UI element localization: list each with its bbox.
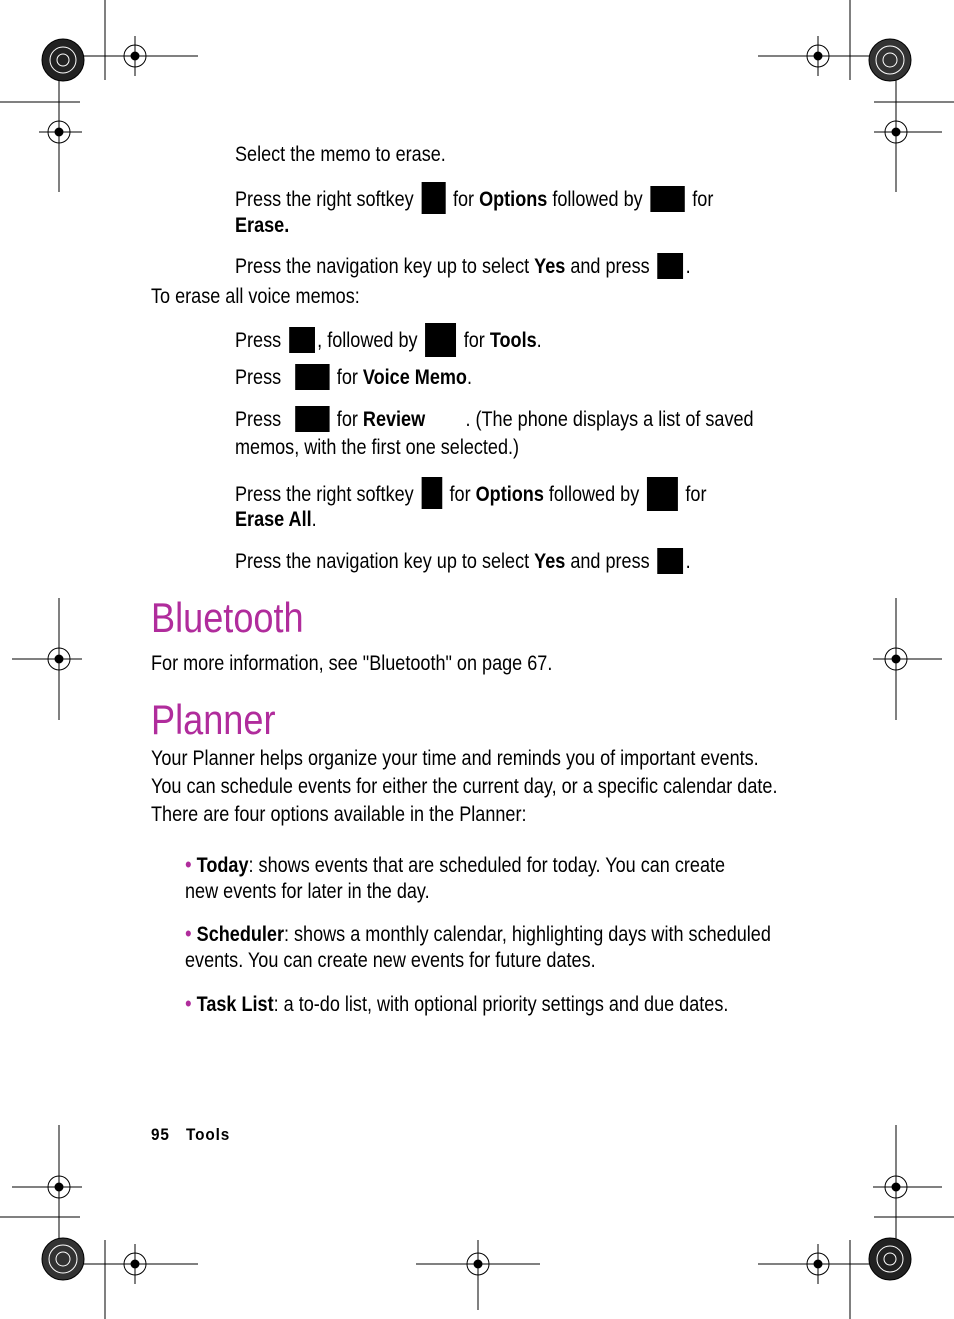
step-all-3: Press for Review: [235, 408, 426, 431]
page-number: 95: [151, 1125, 170, 1144]
planner-intro: Your Planner helps organize your time and reminds you of important events. You can schedule events for either the current day, or a specific calendar date. There are four options available in the Planner:: [151, 747, 778, 826]
starburst-icon: [42, 39, 84, 81]
bullet-today: • Today: shows events that are scheduled for today. You can create new events for later in the day.: [185, 852, 726, 903]
step-erase-one-cont: Erase.: [235, 214, 290, 237]
bullet-task-list: • Task List: a to-do list, with optional priority settings and due dates.: [185, 991, 729, 1016]
crosshair-icon: [758, 1240, 875, 1319]
crosshair-icon: [873, 1125, 954, 1240]
planner-heading: Planner: [151, 696, 276, 743]
step-all-5: Press the navigation key up to select Yes and press .: [235, 550, 691, 573]
starburst-icon: [869, 39, 911, 81]
crosshair-icon: [0, 78, 82, 192]
step-all-4: Press the right softkey for Options followed by for: [235, 477, 706, 511]
crosshair-icon: [80, 1240, 198, 1319]
bluetooth-text: For more information, see "Bluetooth" on page 67.: [151, 652, 553, 675]
bullet-scheduler: • Scheduler: shows a monthly calendar, highlighting days with scheduled events. You can create new events for future dates.: [185, 921, 771, 972]
step-all-1: Press , followed by for Tools.: [235, 323, 542, 357]
step-confirm-one: Press the navigation key up to select Yes and press .: [235, 255, 691, 278]
crosshair-icon: [12, 598, 82, 720]
bullet-icon: •: [185, 852, 192, 877]
erase-all-intro: To erase all voice memos:: [151, 285, 360, 308]
step-select-memo: Select the memo to erase.: [235, 143, 446, 166]
bullet-icon: •: [185, 921, 192, 946]
step-all-4-cont: Erase All.: [235, 508, 317, 531]
crosshair-icon: [873, 598, 942, 720]
footer-section: Tools: [186, 1125, 231, 1144]
crosshair-icon: [0, 1125, 82, 1240]
crosshair-icon: [758, 0, 875, 80]
step-all-3-rest: . (The phone displays a list of saved memos, with the first one selected.): [235, 408, 754, 459]
step-erase-one: Press the right softkey for Options followed by for: [235, 182, 713, 214]
crosshair-icon: [416, 1240, 540, 1310]
bluetooth-heading: Bluetooth: [151, 594, 304, 641]
starburst-icon: [42, 1238, 84, 1280]
starburst-icon: [869, 1238, 911, 1280]
crosshair-icon: [874, 78, 954, 192]
bullet-icon: •: [185, 991, 192, 1016]
step-all-2: Press for Voice Memo.: [235, 366, 472, 389]
crosshair-icon: [80, 0, 198, 80]
